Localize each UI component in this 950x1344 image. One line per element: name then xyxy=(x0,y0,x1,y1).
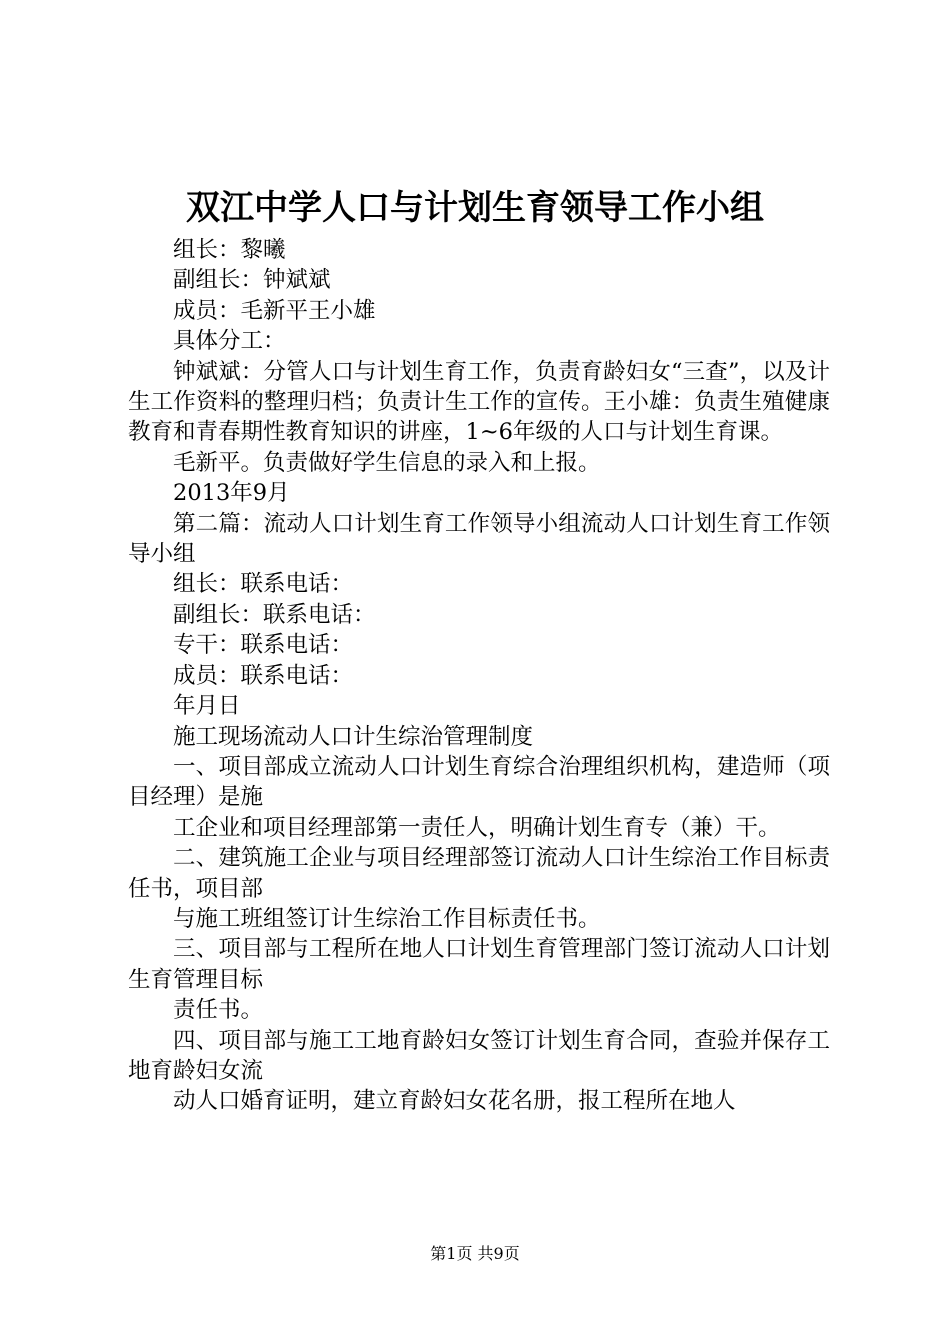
paragraph: 副组长：联系电话： xyxy=(173,601,376,628)
paragraph: 组长：黎曦 xyxy=(173,237,286,263)
paragraph: 责任书。 xyxy=(173,997,264,1024)
paragraph: 四、项目部与施工工地育龄妇女签订计划生育合同，查验并保存工地育龄妇女流 xyxy=(128,1027,830,1084)
paragraph: 钟斌斌：分管人口与计划生育工作，负责育龄妇女“三查”，以及计生工作资料的整理归档；负责计生工作的宣传。王小雄：负责生殖健康教育和青春期性教育知识的讲座，1~6年级的人口与计划生育课。 xyxy=(128,358,830,446)
document-body xyxy=(128,235,830,1117)
paragraph: 成员：毛新平王小雄 xyxy=(173,297,376,324)
paragraph: 组长：联系电话： xyxy=(173,571,354,598)
paragraph: 动人口婚育证明，建立育龄妇女花名册，报工程所在地人 xyxy=(173,1088,736,1115)
paragraph: 一、项目部成立流动人口计划生育综合治理组织机构，建造师（项目经理）是施 xyxy=(128,753,830,811)
paragraph: 毛新平。负责做好学生信息的录入和上报。 xyxy=(173,449,601,476)
paragraph: 副组长：钟斌斌 xyxy=(173,267,331,294)
paragraph: 施工现场流动人口计生综治管理制度 xyxy=(173,723,534,750)
document-title: 双江中学人口与计划生育领导工作小组 xyxy=(186,188,764,228)
paragraph: 工企业和项目经理部第一责任人，明确计划生育专（兼）干。 xyxy=(173,814,781,841)
paragraph: 与施工班组签订计生综治工作目标责任书。 xyxy=(173,905,601,932)
paragraph: 第二篇：流动人口计划生育工作领导小组流动人口计划生育工作领导小组 xyxy=(128,510,830,568)
paragraph: 2013年9月 xyxy=(173,480,290,507)
page-number-footer: 第1页 共9页 xyxy=(430,1244,520,1263)
paragraph: 具体分工： xyxy=(173,328,286,355)
paragraph: 成员：联系电话： xyxy=(173,662,354,689)
paragraph: 专干：联系电话： xyxy=(173,632,354,659)
paragraph: 三、项目部与工程所在地人口计划生育管理部门签订流动人口计划生育管理目标 xyxy=(128,936,830,993)
paragraph: 二、建筑施工企业与项目经理部签订流动人口计生综治工作目标责任书，项目部 xyxy=(128,845,830,902)
paragraph: 年月日 xyxy=(173,693,241,720)
